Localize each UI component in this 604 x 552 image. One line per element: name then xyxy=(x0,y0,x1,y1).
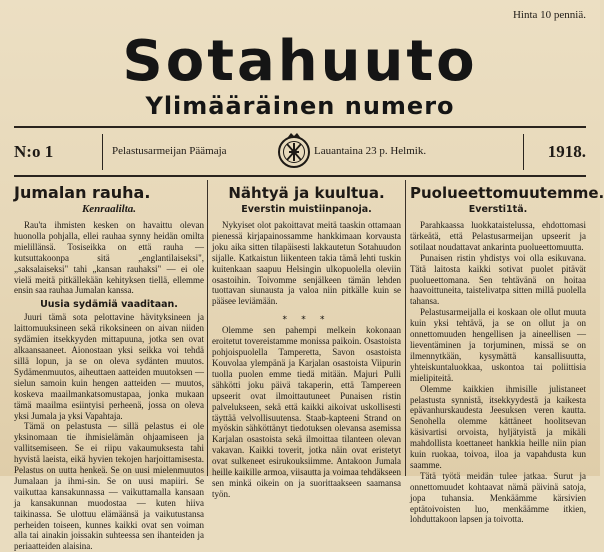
column-divider xyxy=(405,180,406,476)
divider xyxy=(102,134,103,170)
top-rule xyxy=(14,126,586,128)
article-column-2 xyxy=(212,184,401,499)
article-headline: Jumalan rauha. xyxy=(14,183,151,202)
issue-number: N:o 1 xyxy=(14,142,54,161)
article-paragraph: Tätä työtä meidän tulee jatkaa. Surut ja onnettomuudet kohtaavat nämä päivinä satoja, jopa tuhansia. Menkäämme kärsivien eptätoivoisten luo, menkäämme itkien, lohduttakoon lapsen ja toivotta. xyxy=(410,470,586,525)
article-paragraph: Juuri tämä sota pelottavine hävityksineen ja laittomuuksineen sekä rikoksineen on aivan niiden sydämien itsekkyyden mittapuuna, jotka sen ovat alkaansaaneet. Aionostaan yksi seikka voi tehdä sillä lopun, ja se on oleva sydänten muutos. Sydämenmuutos, aiheuttaen aatteiden muutoksen — sielun samoin kuin hengen aatteiden — muutos, koskeva maailmankatsomustapaa, jonka mukaan tämä maailma esiintyisi perheenä, jossa on oleva yksi Jumala ja yksi Vapahtaja. xyxy=(14,312,204,421)
article-byline: Everstin muistiinpanoja. xyxy=(241,204,372,215)
article-subhead: Uusia sydämiä vaaditaan. xyxy=(40,299,178,311)
masthead-title: Sotahuuto xyxy=(122,29,478,94)
salvation-army-crest-icon xyxy=(276,130,312,174)
article-paragraph: Tämä on pelastusta — sillä pelastus ei ole yksinomaan tie ihmisielämän ohjaamiseen ja vallitsemiseen. Se ei riipu vakaumuksesta tahi hyvistä laeista, eikä hyvien tekojen harjoittamisesta. Pelastus on uutta henkeä. Se on uusi mielenmuutos Jumalaan ja ihmi-sin. Se on uusi mapiiri. Se vaikuttaa kansakunnassa — vaikuttamalla kansaan ja kansakunnan muodostaa — kuten hiiva taikinassa. Se ulottuu elämäänsä ja vaikutustansa perheiden toiseen, kunnes kaikki ovat sen voiman alla tai ainakin joissakin suhteessa sen ihanteiden ja periaatteiden alaisina. xyxy=(14,421,204,552)
bottom-rule xyxy=(14,175,586,177)
article-byline: Eversti1tä. xyxy=(468,204,528,215)
issue-date: Lauantaina 23 p. Helmik. xyxy=(314,145,427,157)
article-paragraph: Nykyiset olot pakoittavat meitä taaskin ottamaan pienessä kirjapainossamme hankkimaan korvausta joku aika sitten tilapäisesti lakkautetun Sotahuudon sijalle. Katkaistun liikenteen takia tämä lehti tuskin kuitenkaan saapuu Helsingin ulkopuolella oleviin osastoihin. Toivomme senjälkeen tämän lehden tuottavan siunausta ja valoa niin pitkälle kuin se pääsee leviämään. xyxy=(212,220,401,307)
article-paragraph: Parahkaassa luokkataistelussa, ehdottomasi tärkeätä, että Pelastusarmeijan upseerit ja sotilaat noudattavat ankarinta puolueettomuutta. xyxy=(410,220,586,252)
price-label: Hinta 10 penniä. xyxy=(512,9,586,21)
section-separator: ⁎ ⁎ ⁎ xyxy=(282,311,331,322)
article-column-1 xyxy=(14,183,204,552)
article-headline: Puolueettomuutemme. xyxy=(410,184,604,202)
column-divider xyxy=(207,180,208,476)
article-byline: Kenraalilta. xyxy=(81,203,137,215)
article-paragraph: Olemme sen pahempi melkein kokonaan eroitetut tovereistamme monissa paikoin. Osastoista pohjoispuolella Tamperetta, Savon osastoista Kouvolaa ylempänä ja Karjalan osastoista Viipurin tuolla puolen emme tiedä mitään. Majuri Pulli sähkötti joku päivä takaperin, että Tampereen upseerit ovat ilmoittautuneet Punaisen ristin palvelukseen, sekä että kaikki aikoivat uskollisesti täyttää velvollisuutensa. Staab-kapteeni Strand on myöskin sähköttänyt tiedotuksen olevansa asemissa Karjalan osastoista sekä ilmoittaa tilanteen olevan vakavan. Kaikki toverit, jotka näin ovat eristetyt ovat sulkeneet esirukouksiimme. Antakoon Jumala heille kaikille armoa, viisautta ja voimaa tehdäkseen sen minkä oikein on ja suorittaakseen saamansa työn. xyxy=(212,325,401,499)
article-paragraph: Pelastusarmeijalla ei koskaan ole ollut muuta kuin yksi tehtävä, ja se on ollut ja on onnettomuuden hengellisen ja aineellisen — lieventäminen ja torjuminen, missä se on ilmennytkään, kysymättä kansallisuutta, yhteiskuntaluokkaa, uskontoa tai poliittisia mielipiteitä. xyxy=(410,307,586,383)
info-bar xyxy=(14,130,586,174)
issue-year: 1918. xyxy=(547,142,586,161)
article-headline: Nähtyä ja kuultua. xyxy=(228,184,385,202)
divider xyxy=(523,134,524,170)
article-paragraph: Punaisen ristin yhdistys voi olla esikuvana. Tätä laitosta kaikki sotivat puolet pitävät puolueettomana. Sen tehtävänä on hoitaa haavoittuneita, taistelivatpa sitten millä puolella tahansa. xyxy=(410,252,586,307)
masthead-subtitle: Ylimääräinen numero xyxy=(145,92,455,120)
publisher: Pelastusarmeijan Päämaja xyxy=(112,145,227,157)
article-paragraph: Rau'ta ihmisten kesken on havaittu olevan huonolla pohjalla, ellei rauhaa synny heidän omilta mielillänsä. Tosiseikka on että rauha — kutsuttakoonpa sitä „englantilaiseksi", „saksalaiseksi" tahi „kansan rauhaksi" — ei ole vielä meitä pitkällekään kehityksen tiellä, ellemme ensin saa rauhaa Jumalan kanssa. xyxy=(14,220,204,296)
article-paragraph: Olemme kaikkien ihmisille julistaneet pelastusta synnistä, itsekkyydestä ja kaikesta epävanhurskaudesta Jeesuksen veren kautta. Senohella olemme kättäneet hoolitsevan käsivartisi orvoista, hyljätyistä ja mikäli mahdollista koettaneet hankkia heille niin pian kuin ruokaa, toivoa, iloa ja vapahdusta kun saamme. xyxy=(410,383,586,470)
article-column-3 xyxy=(410,184,604,525)
